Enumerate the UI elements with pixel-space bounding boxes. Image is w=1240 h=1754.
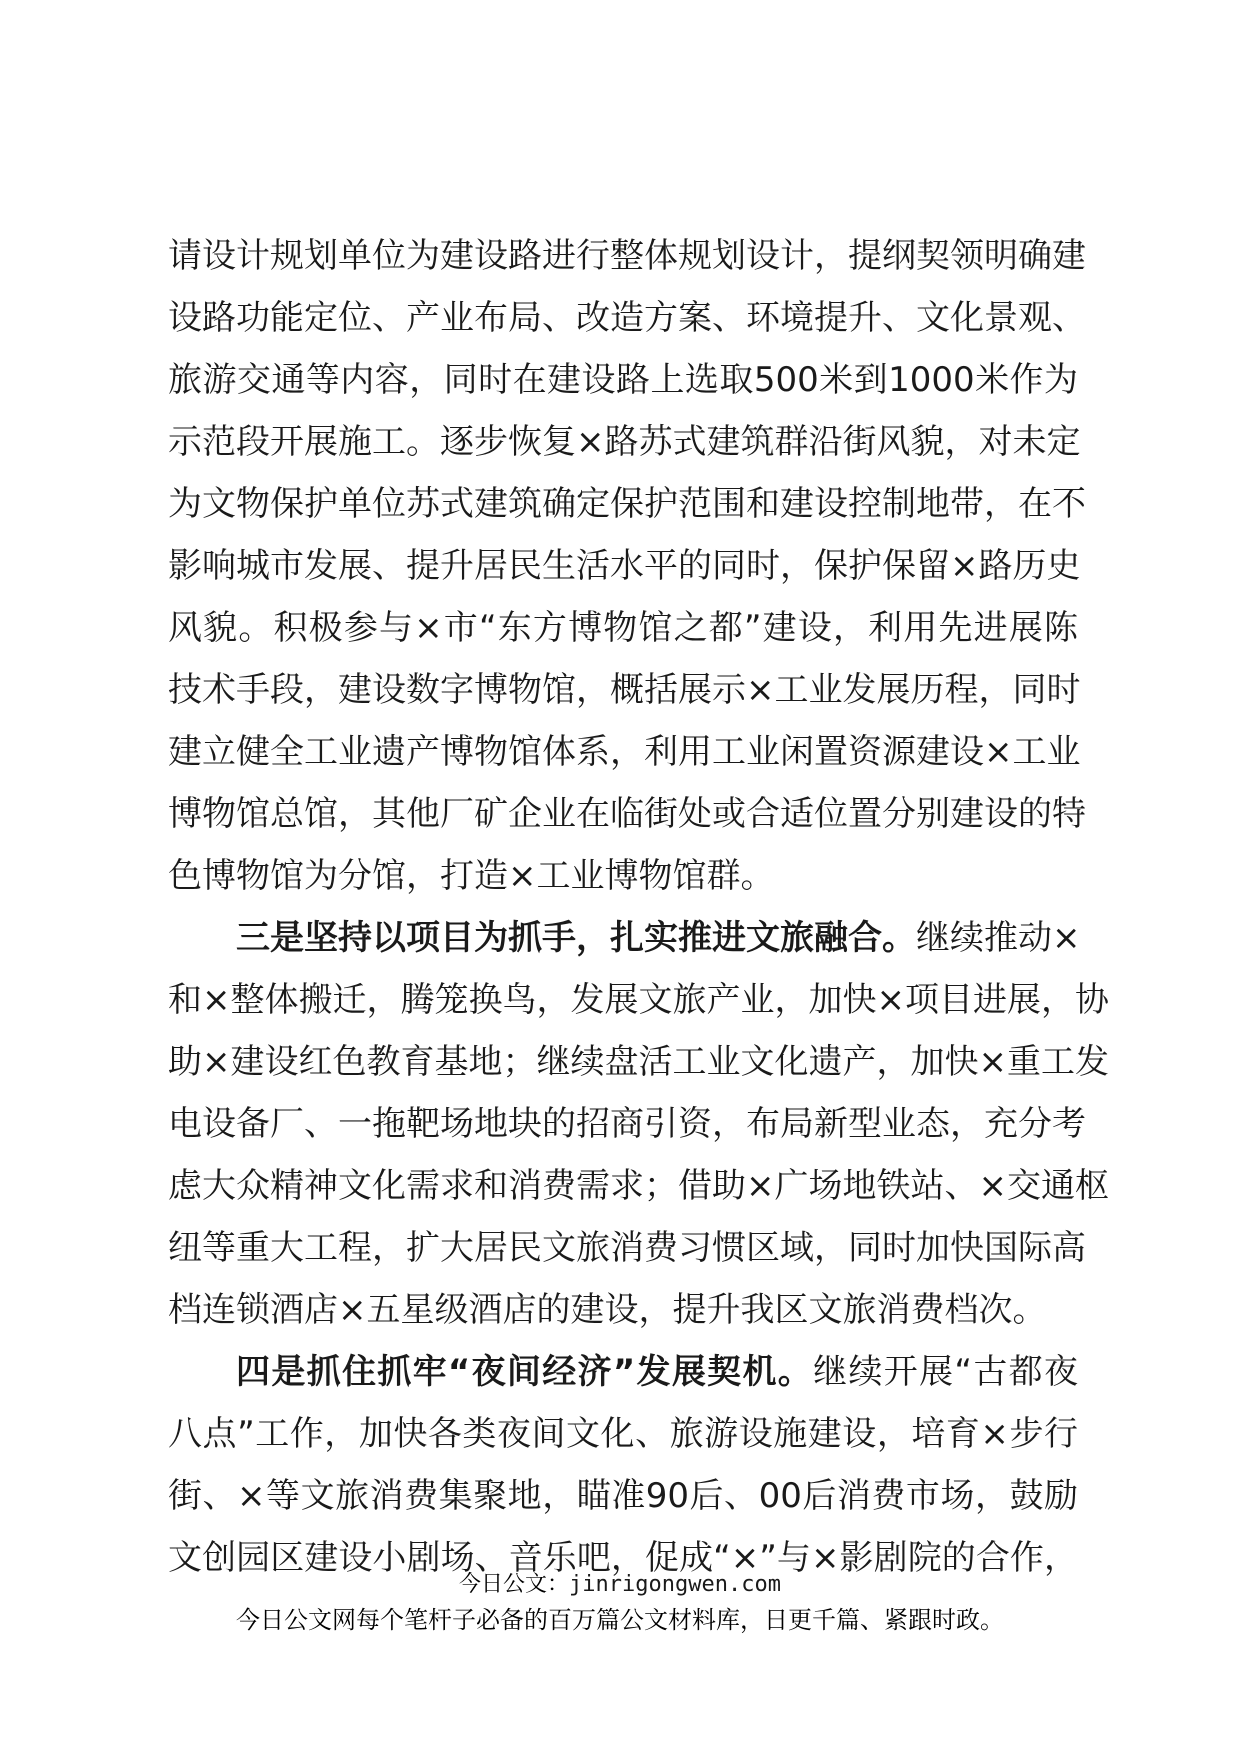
text-line: 设路功能定位、产业布局、改造方案、环境提升、文化景观、 — [168, 298, 1086, 338]
text-line: 电设备厂、一拖靶场地块的招商引资，布局新型业态，充分考 — [168, 1104, 1086, 1144]
footer-label: 今日公文： — [459, 1572, 570, 1597]
paragraph-4-first-text: 继续开展“古都夜 — [813, 1352, 1078, 1392]
paragraph-4-first-line — [168, 1341, 1078, 1403]
footer-source — [0, 1570, 1240, 1600]
text-line: 虑大众精神文化需求和消费需求；借助×广场地铁站、×交通枢 — [168, 1166, 1109, 1206]
text-line: 博物馆总馆，其他厂矿企业在临街处或合适位置分别建设的特 — [168, 794, 1086, 834]
text-line: 旅游交通等内容，同时在建设路上选取500米到1000米作为 — [168, 360, 1078, 400]
text-line: 档连锁酒店×五星级酒店的建设，提升我区文旅消费档次。 — [168, 1290, 1047, 1330]
paragraph-3-first-line — [168, 907, 1081, 969]
text-line: 八点”工作，加快各类夜间文化、旅游设施建设，培育×步行 — [168, 1414, 1078, 1454]
footer-site-link[interactable]: jinrigongwen.com — [569, 1572, 781, 1597]
text-line: 文创园区建设小剧场、音乐吧，促成“×”与×影剧院的合作， — [168, 1538, 1078, 1578]
text-line: 为文物保护单位苏式建筑确定保护范围和建设控制地带，在不 — [168, 484, 1086, 524]
text-line: 示范段开展施工。逐步恢复×路苏式建筑群沿街风貌，对未定 — [168, 422, 1081, 462]
document-body — [168, 225, 1109, 1589]
text-line: 影响城市发展、提升居民生活水平的同时，保护保留×路历史 — [168, 546, 1081, 586]
text-line: 纽等重大工程，扩大居民文旅消费习惯区域，同时加快国际高 — [168, 1228, 1086, 1268]
text-line: 街、×等文旅消费集聚地，瞄准90后、00后消费市场，鼓励 — [168, 1476, 1078, 1516]
footer-tagline: 今日公文网每个笔杆子必备的百万篇公文材料库，日更千篇、紧跟时政。 — [236, 1606, 1004, 1634]
text-line: 风貌。积极参与×市“东方博物馆之都”建设，利用先进展陈 — [168, 608, 1078, 648]
text-line: 色博物馆为分馆，打造×工业博物馆群。 — [168, 856, 775, 896]
paragraph-3-first-text: 继续推动× — [916, 918, 1081, 958]
paragraph-4-heading: 四是抓住抓牢“夜间经济”发展契机。 — [236, 1352, 814, 1392]
text-line: 请设计规划单位为建设路进行整体规划设计，提纲契领明确建 — [168, 236, 1086, 276]
text-line: 助×建设红色教育基地；继续盘活工业文化遗产，加快×重工发 — [168, 1042, 1109, 1082]
text-line: 建立健全工业遗产博物馆体系，利用工业闲置资源建设×工业 — [168, 732, 1081, 772]
text-line: 技术手段，建设数字博物馆，概括展示×工业发展历程，同时 — [168, 670, 1081, 710]
paragraph-3-heading: 三是坚持以项目为抓手，扎实推进文旅融合。 — [236, 918, 916, 958]
text-line: 和×整体搬迁，腾笼换鸟，发展文旅产业，加快×项目进展，协 — [168, 980, 1109, 1020]
